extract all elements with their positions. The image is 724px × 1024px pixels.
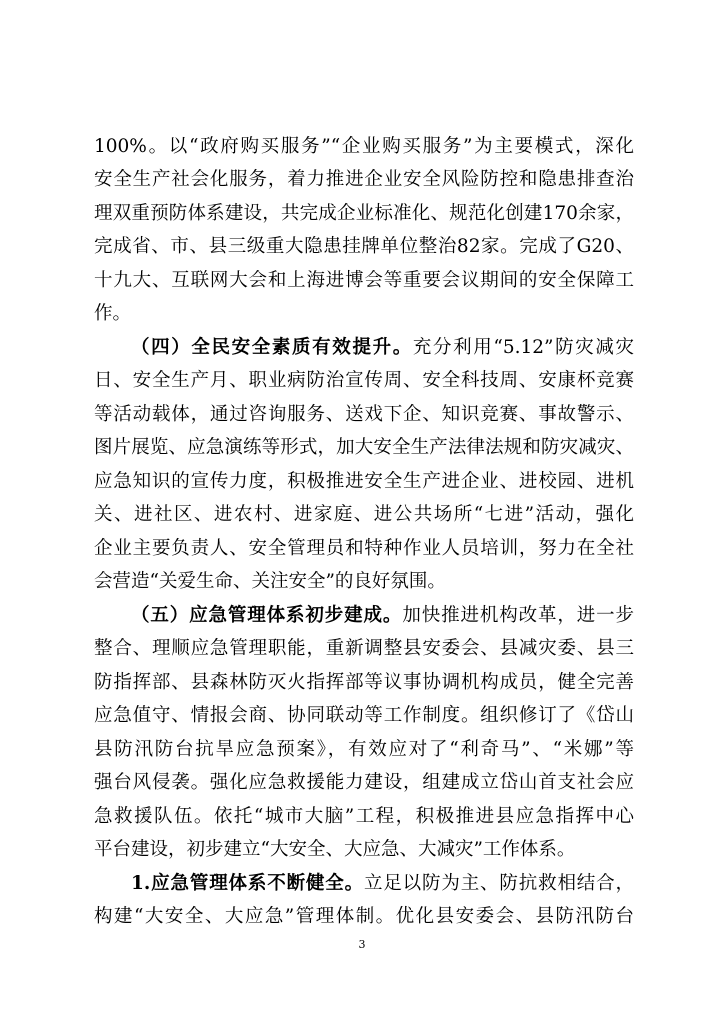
text-line: 强台风侵袭。强化应急救援能力建设，组建成立岱山首支社会应 [94,772,634,793]
text-line: 关、进社区、进农村、进家庭、进公共场所“七进”活动，强化 [94,504,634,525]
text-line: 防指挥部、县森林防灭火指挥部等议事协调机构成员，健全完善 [94,672,634,693]
text-line: 整合、理顺应急管理职能，重新调整县安委会、县减灾委、县三 [94,638,634,659]
text-line: 等活动载体，通过咨询服务、送戏下企、知识竞赛、事故警示、 [94,404,634,425]
text-line: 构建“大安全、大应急”管理体制。优化县安委会、县防汛防台 [94,906,634,927]
text-line: 日、安全生产月、职业病防治宣传周、安全科技周、安康杯竞赛 [94,370,634,391]
text-line: 100%。以“政府购买服务”“企业购买服务”为主要模式，深化 [94,136,634,157]
text-line: 应急知识的宣传力度，积极推进安全生产进企业、进校园、进机 [94,471,634,492]
text-run: 充分利用“5.12”防灾减灾 [412,337,634,358]
text-line: 安全生产社会化服务，着力推进企业安全风险防控和隐患排查治 [94,169,634,190]
text-line: 企业主要负责人、安全管理员和特种作业人员培训，努力在全社 [94,538,634,559]
text-line: 会营造“关爱生命、关注安全”的良好氛围。 [94,571,446,592]
text-line: 作。 [94,303,132,324]
text-line: 应急值守、情报会商、协同联动等工作制度。组织修订了《岱山 [94,705,634,726]
paragraph-first-line [131,603,634,631]
subsection-heading: 1.应急管理体系不断健全。 [131,873,364,894]
section-heading: （五）应急管理体系初步建成。 [131,605,403,626]
text-line: 平台建设，初步建立“大安全、大应急、大减灾”工作体系。 [94,839,576,860]
paragraph-first-line [131,335,634,363]
paragraph-first-line [131,871,634,899]
text-run: 加快推进机构改革，进一步 [402,605,634,626]
text-line: 急救援队伍。依托“城市大脑”工程，积极推进县应急指挥中心 [94,806,634,827]
text-line: 理双重预防体系建设，共完成企业标准化、规范化创建170余家， [94,203,634,224]
text-run: 立足以防为主、防抗救相结合， [363,873,634,894]
text-line: 县防汛防台抗旱应急预案》，有效应对了“利奇马”、“米娜”等 [94,739,634,760]
page-number: 3 [358,938,366,951]
text-line: 十九大、互联网大会和上海进博会等重要会议期间的安全保障工 [94,270,634,291]
text-line: 完成省、市、县三级重大隐患挂牌单位整治82家。完成了G20、 [94,236,634,257]
text-line: 图片展览、应急演练等形式，加大安全生产法律法规和防灾减灾、 [94,437,634,458]
section-heading: （四）全民安全素质有效提升。 [131,337,413,358]
